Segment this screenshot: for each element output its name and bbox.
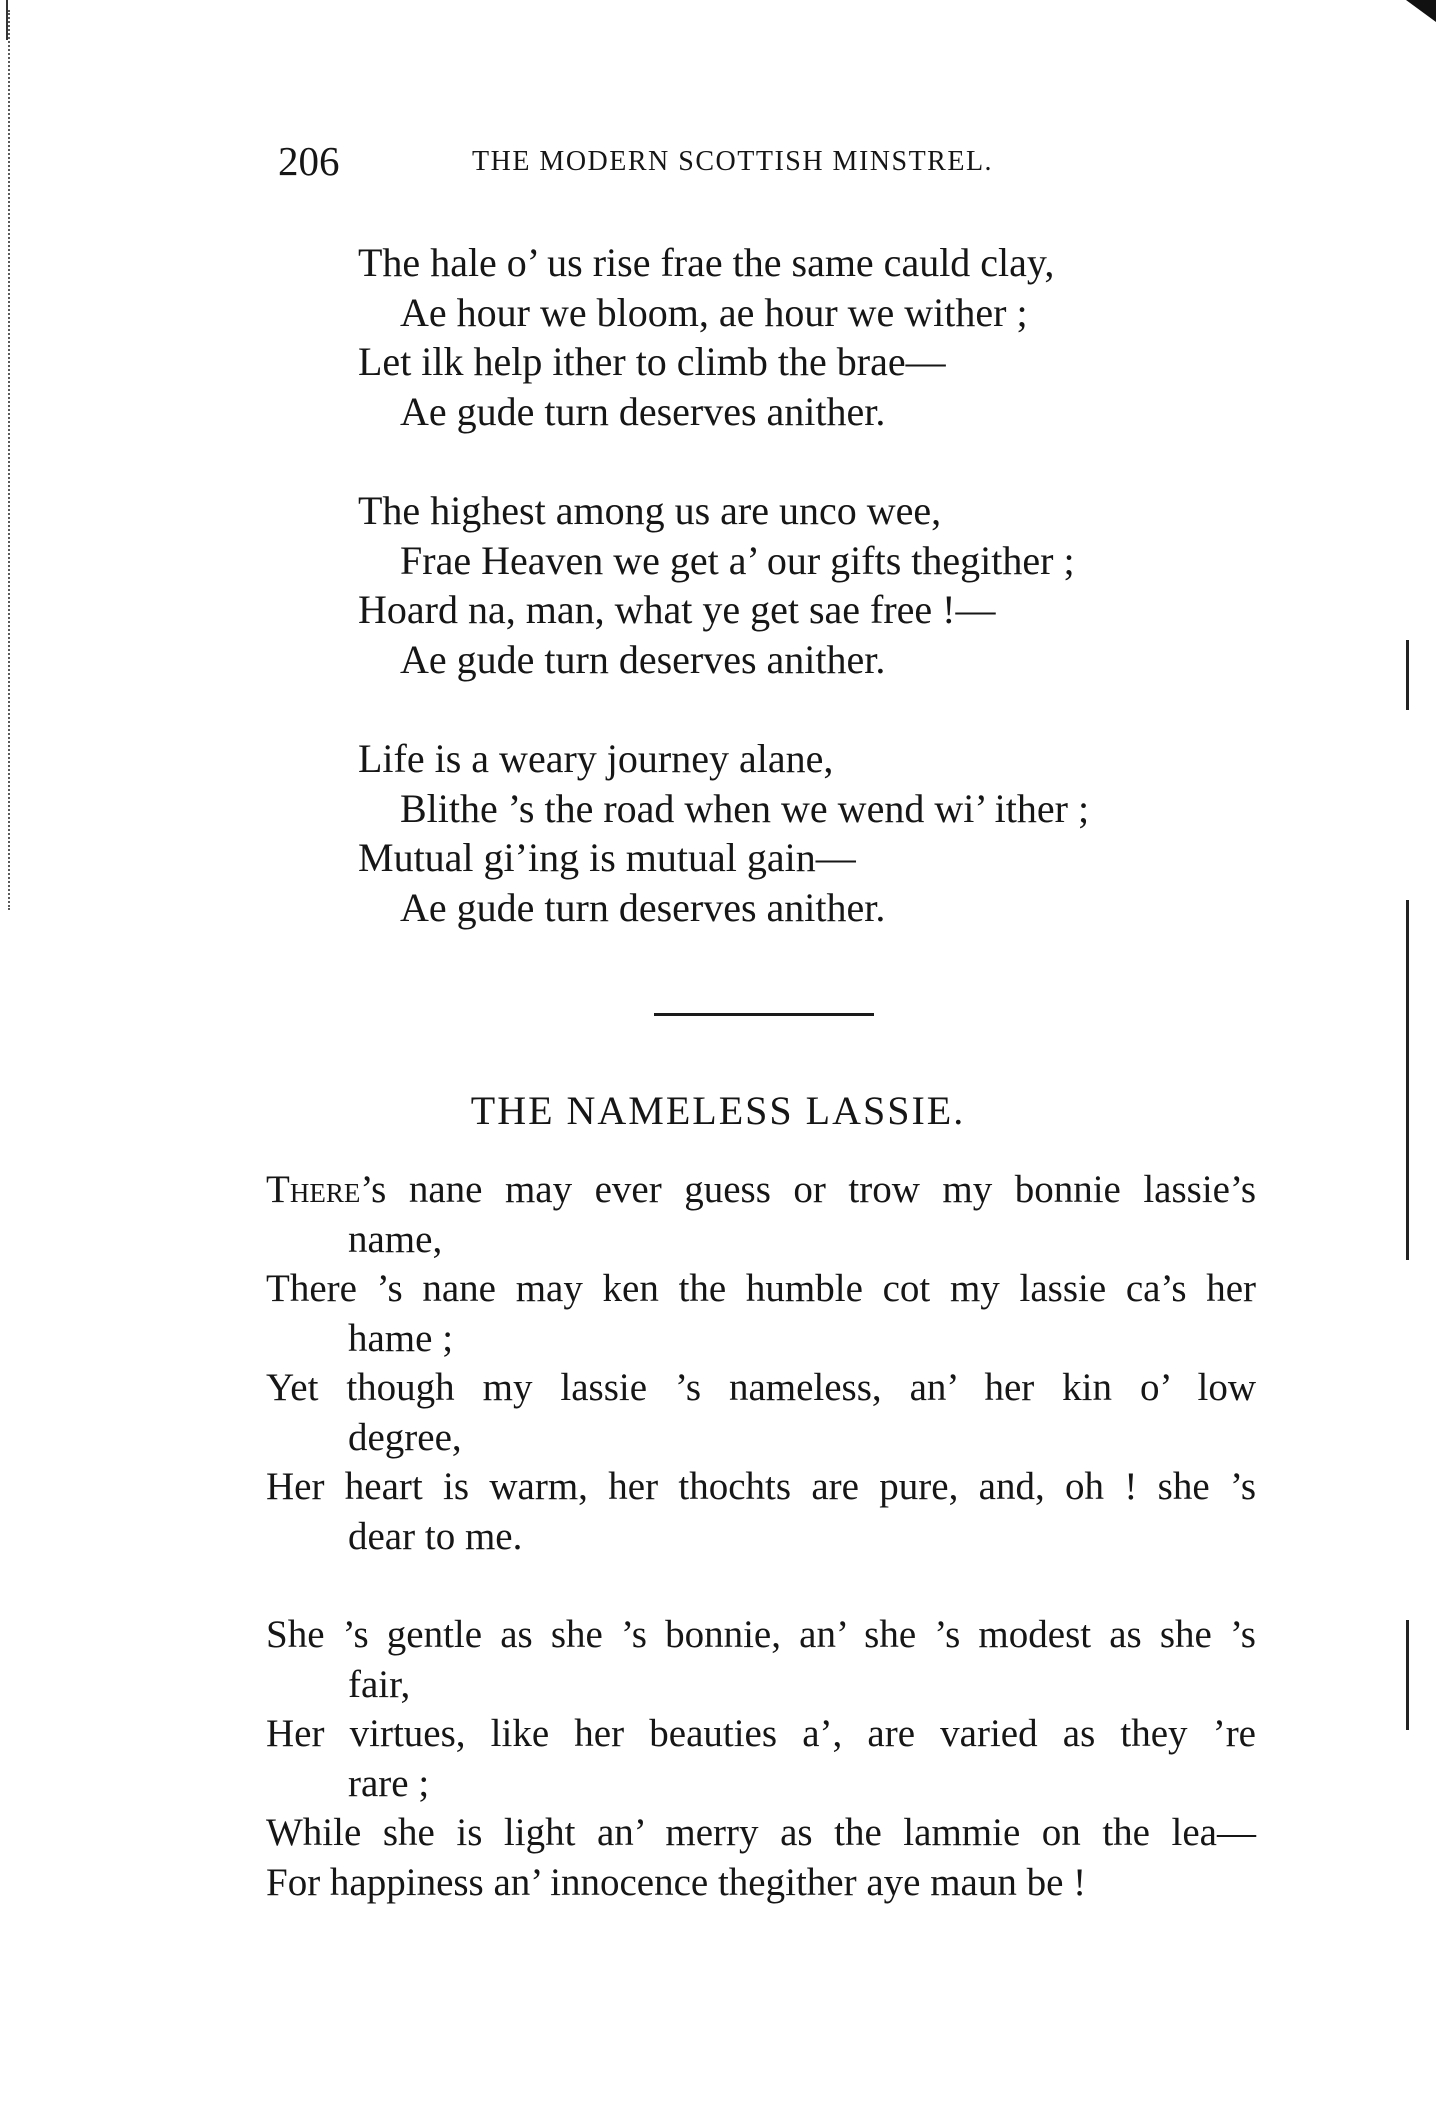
page-corner-mark — [1406, 0, 1436, 22]
verse-line: Frae Heaven we get a’ our gifts thegither ; — [400, 537, 1075, 583]
verse-line: Blithe ’s the road when we wend wi’ ither ; — [400, 785, 1090, 831]
right-margin-mark — [1406, 900, 1409, 1260]
binding-edge-mark — [8, 10, 14, 910]
page-number: 206 — [278, 138, 340, 184]
running-head: THE MODERN SCOTTISH MINSTREL. — [472, 146, 994, 177]
page-header — [278, 136, 1108, 186]
verse-line-continuation: name, — [348, 1217, 443, 1261]
right-margin-mark — [1406, 640, 1409, 710]
verse-line: Ae gude turn deserves anither. — [400, 884, 886, 930]
poem2-stanza-2 — [266, 1610, 1256, 1907]
verse-line: Her virtues, like her beauties a’, are varied as they ’re — [266, 1712, 1256, 1755]
verse-line: Life is a weary journey alane, — [358, 736, 834, 781]
poem1-stanza-1 — [358, 238, 1218, 436]
verse-line-continuation: dear to me. — [348, 1514, 523, 1558]
poem-title: THE NAMELESS LASSIE. — [470, 1088, 966, 1133]
poem2-stanza-1 — [266, 1165, 1256, 1561]
poem1-stanza-3 — [358, 734, 1218, 932]
verse-line-continuation: hame ; — [348, 1316, 454, 1360]
verse-line-continuation: degree, — [348, 1415, 462, 1459]
verse-line-continuation: fair, — [348, 1662, 411, 1706]
verse-line: Hoard na, man, what ye get sae free !— — [358, 587, 996, 632]
verse-line: Yet though my lassie ’s nameless, an’ her kin o’ low — [266, 1366, 1256, 1409]
verse-line: Mutual gi’ing is mutual gain— — [358, 835, 856, 880]
verse-line: Ae hour we bloom, ae hour we wither ; — [400, 289, 1028, 335]
verse-line: While she is light an’ merry as the lammie on the lea— — [266, 1811, 1256, 1854]
verse-line: She ’s gentle as she ’s bonnie, an’ she ’s modest as she ’s — [266, 1613, 1256, 1656]
poem1-stanza-2 — [358, 486, 1218, 684]
verse-line: Ae gude turn deserves anither. — [400, 388, 886, 434]
verse-line — [266, 1165, 1256, 1215]
verse-line: There ’s nane may ken the humble cot my lassie ca’s her — [266, 1267, 1256, 1310]
verse-line-text: ’s nane may ever guess or trow my bonnie lassie’s — [360, 1168, 1256, 1211]
verse-line: Ae gude turn deserves anither. — [400, 636, 886, 682]
section-divider — [654, 1013, 874, 1016]
verse-line: The hale o’ us rise frae the same cauld clay, — [358, 240, 1055, 285]
verse-line-continuation: rare ; — [348, 1761, 430, 1805]
binding-edge-tick — [6, 0, 8, 40]
drop-word: There — [266, 1168, 361, 1211]
verse-line: Her heart is warm, her thochts are pure, and, oh ! she ’s — [266, 1465, 1256, 1508]
verse-line: For happiness an’ innocence thegither aye maun be ! — [266, 1860, 1087, 1904]
verse-line: The highest among us are unco wee, — [358, 488, 942, 533]
verse-line: Let ilk help ither to climb the brae— — [358, 339, 946, 384]
right-margin-mark — [1406, 1620, 1409, 1730]
